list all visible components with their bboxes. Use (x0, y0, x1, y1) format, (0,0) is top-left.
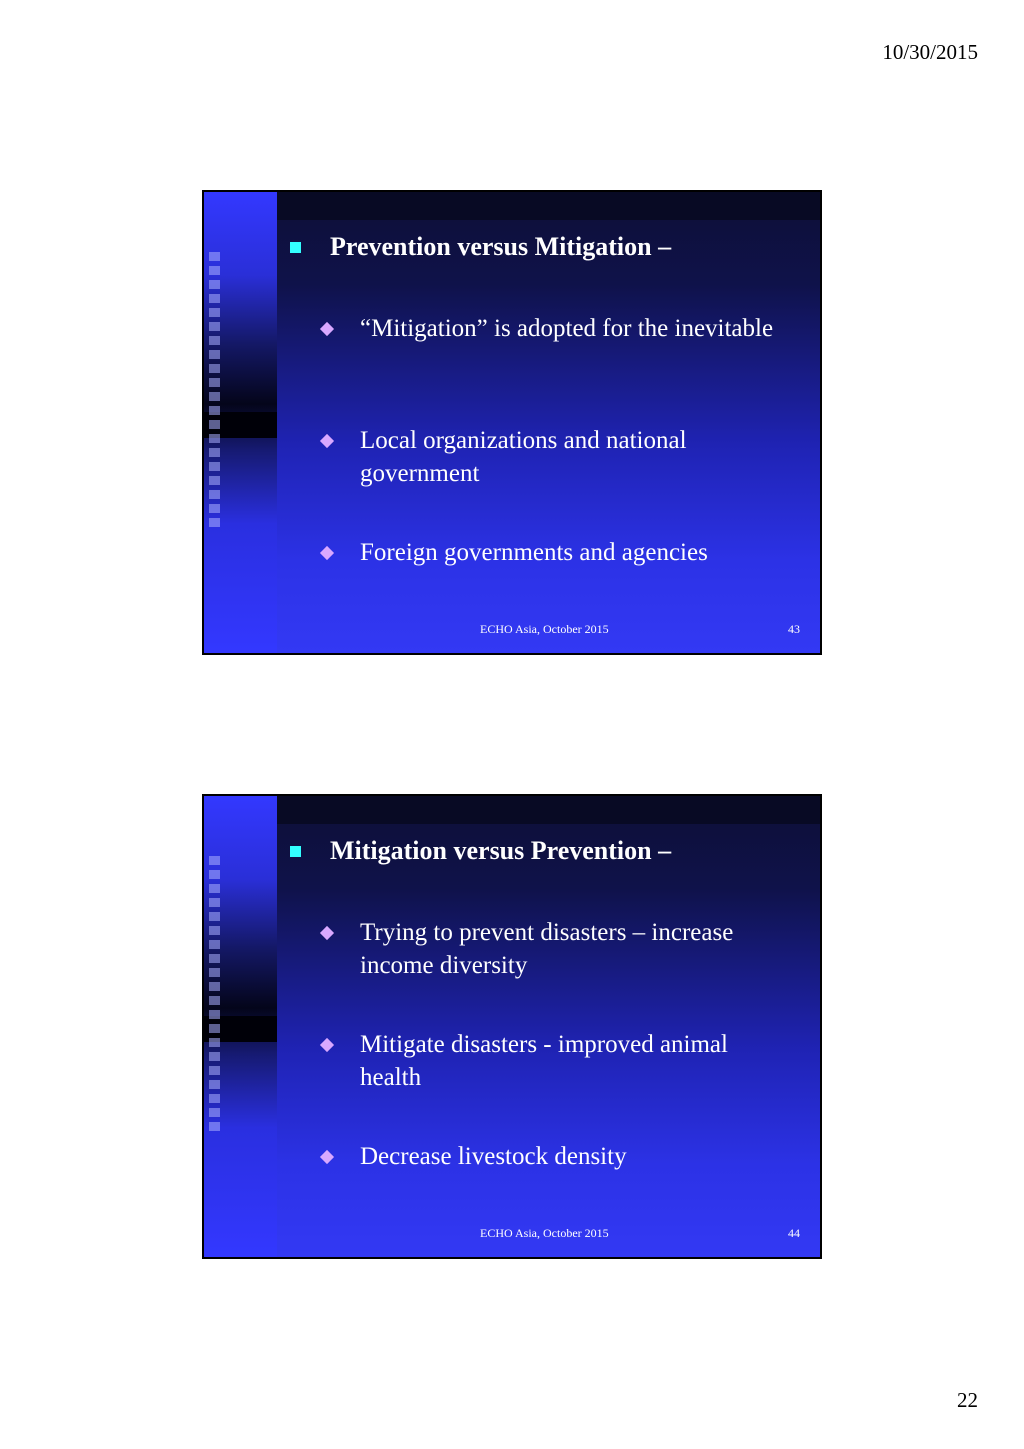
diamond-bullet-icon (320, 434, 334, 448)
slide-footer-text: ECHO Asia, October 2015 (480, 622, 609, 636)
diamond-bullet-icon (320, 546, 334, 560)
slide-top-bar (204, 192, 820, 220)
slide-number: 44 (788, 1226, 800, 1240)
slide-top-bar (204, 796, 820, 824)
slide-bullet-item: “Mitigation” is adopted for the inevitable (360, 315, 774, 342)
slide-number: 43 (788, 622, 800, 636)
slide-bullet-item: Mitigate disasters - improved animal health (360, 1031, 728, 1091)
diamond-bullet-icon (320, 1150, 334, 1164)
slide-left-squares (209, 252, 220, 532)
slide-heading: Mitigation versus Prevention – (330, 836, 672, 865)
slide-bullet-item: Foreign governments and agencies (360, 539, 708, 566)
page-date: 10/30/2015 (882, 40, 978, 64)
slide-bullet-item: Trying to prevent disasters – increase income diversity (360, 919, 734, 979)
slide-bullet-item: Decrease livestock density (360, 1143, 627, 1170)
slide-44 (202, 794, 822, 1259)
diamond-bullet-icon (320, 1038, 334, 1052)
square-bullet-icon (290, 846, 301, 857)
diamond-bullet-icon (320, 322, 334, 336)
slide-bullet-item: Local organizations and national government (360, 427, 687, 487)
diamond-bullet-icon (320, 926, 334, 940)
page-number: 22 (957, 1388, 978, 1412)
slide-left-squares (209, 856, 220, 1136)
slide-footer-text: ECHO Asia, October 2015 (480, 1226, 609, 1240)
square-bullet-icon (290, 242, 301, 253)
slide-heading: Prevention versus Mitigation – (330, 232, 672, 261)
slide-43 (202, 190, 822, 655)
